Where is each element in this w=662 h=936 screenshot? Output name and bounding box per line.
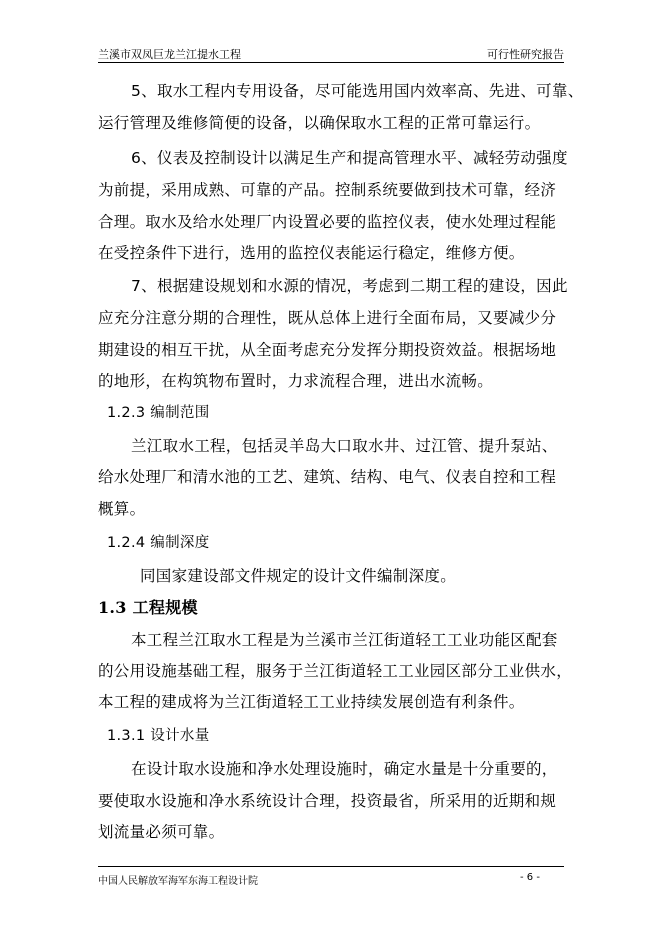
paragraph-scope-line-3: 概算。 xyxy=(98,500,146,518)
paragraph-item-6-line-1: 6、仪表及控制设计以满足生产和提高管理水平、减轻劳动强度 xyxy=(131,149,568,167)
paragraph-item-6-line-3: 合理。取水及给水处理厂内设置必要的监控仪表，使水处理过程能 xyxy=(98,213,557,231)
paragraph-item-7-line-1: 7、根据建设规划和水源的情况，考虑到二期工程的建设，因此 xyxy=(131,277,568,295)
paragraph-water-line-1: 在设计取水设施和净水处理设施时，确定水量是十分重要的， xyxy=(131,760,558,778)
paragraph-item-5-line-2: 运行管理及维修简便的设备，以确保取水工程的正常可靠运行。 xyxy=(98,114,541,132)
section-heading-1-3-1: 1.3.1 设计水量 xyxy=(107,728,210,744)
paragraph-depth-line-1: 同国家建设部文件规定的设计文件编制深度。 xyxy=(140,567,457,585)
paragraph-item-7-line-3: 期建设的相互干扰，从全面考虑充分发挥分期投资效益。根据场地 xyxy=(98,341,557,359)
paragraph-item-6-line-2: 为前提，采用成熟、可靠的产品。控制系统要做到技术可靠，经济 xyxy=(98,181,557,199)
paragraph-item-7-line-4: 的地形，在构筑物布置时，力求流程合理，进出水流畅。 xyxy=(98,372,494,390)
paragraph-item-7-line-2: 应充分注意分期的合理性，既从总体上进行全面布局，又要减少分 xyxy=(98,309,557,327)
paragraph-scope-line-1: 兰江取水工程，包括灵羊岛大口取水井、过江管、提升泵站、 xyxy=(131,437,558,455)
header-project-title: 兰溪市双凤巨龙兰江提水工程 xyxy=(98,48,241,61)
paragraph-scale-line-2: 的公用设施基础工程，服务于兰江街道轻工工业园区部分工业供水， xyxy=(98,662,573,680)
paragraph-scale-line-3: 本工程的建成将为兰江街道轻工工业持续发展创造有利条件。 xyxy=(98,693,525,711)
footer-institute: 中国人民解放军海军东海工程设计院 xyxy=(98,876,258,887)
header-report-type: 可行性研究报告 xyxy=(487,48,564,61)
page-header xyxy=(98,44,564,63)
footer-divider xyxy=(98,866,564,867)
paragraph-item-5-line-1: 5、取水工程内专用设备，尽可能选用国内效率高、先进、可靠、 xyxy=(131,82,584,100)
section-heading-1-2-4: 1.2.4 编制深度 xyxy=(107,535,210,551)
paragraph-scale-line-1: 本工程兰江取水工程是为兰溪市兰江街道轻工工业功能区配套 xyxy=(131,631,558,649)
section-heading-1-3: 1.3 工程规模 xyxy=(98,598,198,617)
paragraph-item-6-line-4: 在受控条件下进行，选用的监控仪表能运行稳定，维修方便。 xyxy=(98,244,525,262)
section-heading-1-2-3: 1.2.3 编制范围 xyxy=(107,405,210,421)
paragraph-water-line-3: 划流量必须可靠。 xyxy=(98,823,225,841)
paragraph-scope-line-2: 给水处理厂和清水池的工艺、建筑、结构、电气、仪表自控和工程 xyxy=(98,468,557,486)
paragraph-water-line-2: 要使取水设施和净水系统设计合理，投资最省，所采用的近期和规 xyxy=(98,792,557,810)
footer-page-number: - 6 - xyxy=(520,872,540,883)
